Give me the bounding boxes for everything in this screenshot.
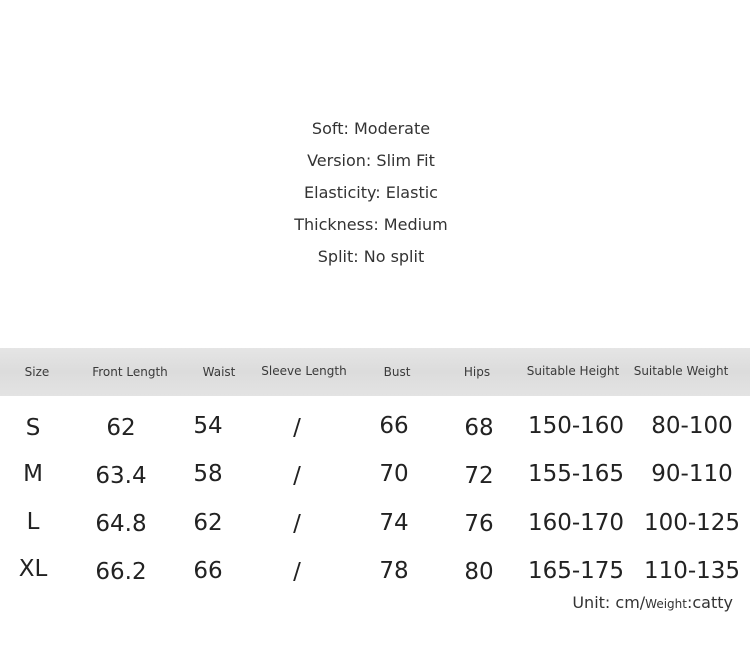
cell-hips: 76	[464, 511, 494, 537]
unit-note-main: Unit: cm/	[572, 593, 646, 612]
cell-bust: 66	[379, 413, 409, 439]
cell-size: XL	[18, 556, 48, 582]
cell-hips: 72	[464, 463, 494, 489]
header-suitable-weight: Suitable Weight	[633, 364, 729, 378]
cell-waist: 58	[193, 461, 223, 487]
property-thickness: Thickness: Medium	[294, 215, 448, 234]
unit-note-catty: :catty	[686, 593, 733, 612]
cell-front-length: 62	[106, 415, 136, 441]
unit-note-weight: Weight	[645, 597, 687, 611]
property-elasticity: Elasticity: Elastic	[304, 183, 438, 202]
cell-hips: 68	[464, 415, 494, 441]
cell-suitable-weight: 100-125	[643, 510, 741, 536]
header-suitable-height: Suitable Height	[526, 364, 620, 378]
cell-suitable-height: 160-170	[527, 510, 625, 536]
cell-bust: 78	[379, 558, 409, 584]
header-sleeve-length: Sleeve Length	[261, 364, 347, 378]
cell-front-length: 64.8	[95, 511, 147, 537]
cell-size: S	[25, 415, 41, 441]
cell-sleeve-length: /	[293, 415, 301, 441]
cell-bust: 70	[379, 461, 409, 487]
header-size: Size	[24, 365, 50, 379]
cell-front-length: 63.4	[95, 463, 147, 489]
header-bust: Bust	[383, 365, 411, 379]
cell-sleeve-length: /	[293, 559, 301, 585]
cell-suitable-height: 165-175	[527, 558, 625, 584]
cell-sleeve-length: /	[293, 463, 301, 489]
property-soft: Soft: Moderate	[311, 119, 431, 138]
size-table-header	[0, 348, 750, 396]
property-version: Version: Slim Fit	[307, 151, 435, 170]
cell-suitable-weight: 80-100	[651, 413, 733, 439]
cell-front-length: 66.2	[95, 559, 147, 585]
cell-suitable-height: 150-160	[527, 413, 625, 439]
header-front-length: Front Length	[92, 365, 168, 379]
cell-waist: 54	[193, 413, 223, 439]
header-waist: Waist	[202, 365, 236, 379]
cell-suitable-height: 155-165	[527, 461, 625, 487]
cell-size: L	[26, 509, 40, 535]
cell-size: M	[23, 461, 43, 487]
unit-note	[572, 593, 733, 612]
property-split: Split: No split	[317, 247, 425, 266]
product-properties	[0, 113, 742, 273]
cell-suitable-weight: 90-110	[651, 461, 733, 487]
header-hips: Hips	[463, 365, 491, 379]
cell-suitable-weight: 110-135	[643, 558, 741, 584]
cell-sleeve-length: /	[293, 511, 301, 537]
cell-waist: 62	[193, 510, 223, 536]
cell-hips: 80	[464, 559, 494, 585]
cell-waist: 66	[193, 558, 223, 584]
cell-bust: 74	[379, 510, 409, 536]
